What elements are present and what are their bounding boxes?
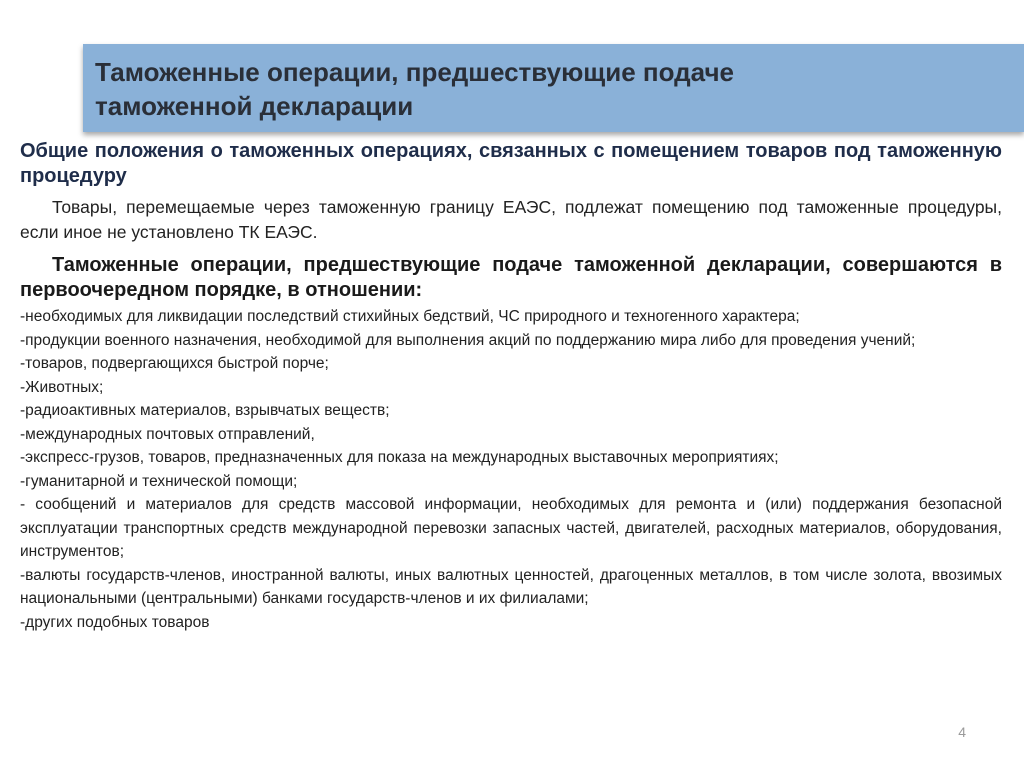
intro-paragraph: Товары, перемещаемые через таможенную границу ЕАЭС, подлежат помещению под таможенные процедуры, если иное не установлено ТК ЕАЭС. (20, 197, 1002, 242)
emphasis-paragraph: Таможенные операции, предшествующие подаче таможенной декларации, совершаются в первоочередном порядке, в отношении: (20, 254, 1002, 301)
list-item: -гуманитарной и технической помощи; (20, 472, 298, 490)
list-item: -других подобных товаров (20, 613, 210, 631)
list-item: -Животных; (20, 378, 104, 396)
list-item: -радиоактивных материалов, взрывчатых веществ; (20, 402, 390, 419)
list-item: -необходимых для ликвидации последствий стихийных бедствий, ЧС природного и техногенного характера; (20, 308, 800, 325)
slide-content (20, 139, 1002, 634)
list-item: -товаров, подвергающихся быстрой порче; (20, 355, 329, 372)
section-heading: Общие положения о таможенных операциях, связанных с помещением товаров под таможенную процедуру (20, 140, 1002, 187)
goods-list (20, 305, 1002, 634)
slide-title: Таможенные операции, предшествующие подаче таможенной декларации (95, 57, 735, 121)
list-item: - сообщений и материалов для средств массовой информации, необходимых для ремонта и (или) поддержания безопасной эксплуатации транспортных средств международной перевозки запасных частей, двигателей, расходных материалов, оборудования, инструментов; (20, 496, 1002, 560)
list-item: -экспресс-грузов, товаров, предназначенных для показа на международных выставочных мероприятиях; (20, 449, 779, 466)
list-item: -валюты государств-членов, иностранной валюты, иных валютных ценностей, драгоценных металлов, в том числе золота, ввозимых национальными (центральными) банками государств-членов и их филиалами; (20, 566, 1002, 607)
list-item: -международных почтовых отправлений, (20, 425, 315, 443)
list-item: -продукции военного назначения, необходимой для выполнения акций по поддержанию мира либо для проведения учений; (20, 331, 916, 349)
page-number: 4 (958, 724, 966, 740)
